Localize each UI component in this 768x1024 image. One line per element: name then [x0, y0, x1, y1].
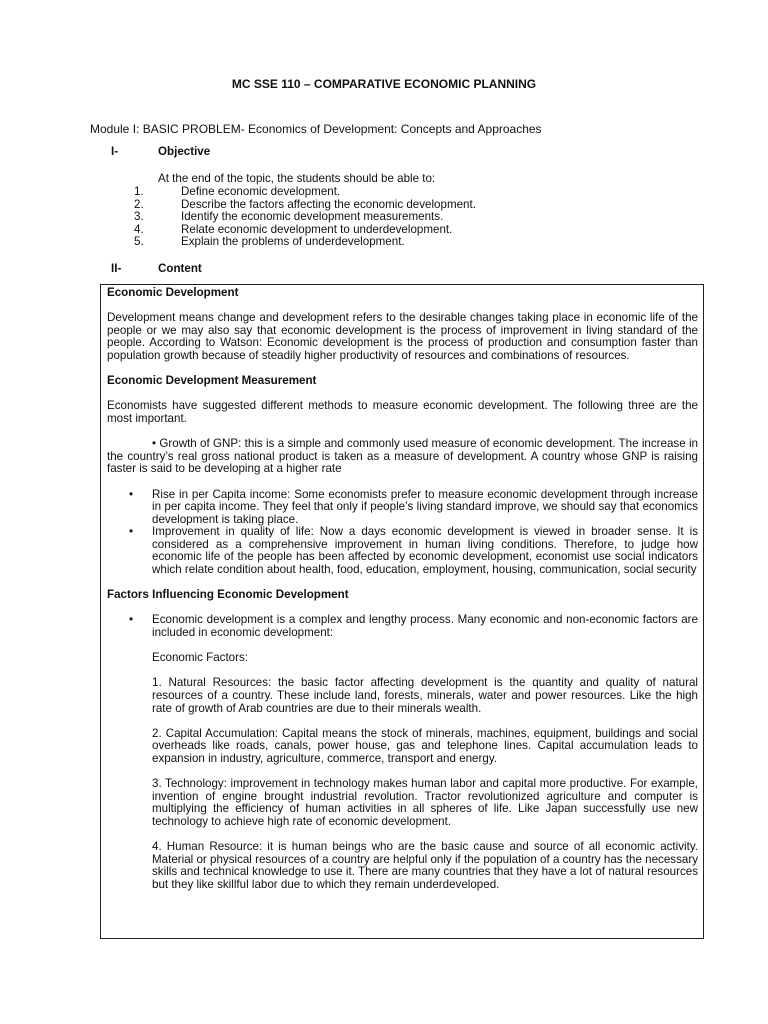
gnp-paragraph: • Growth of GNP: this is a simple and commonly used measure of economic development. The increase in the country’s real gross national product is taken as a measure of development. A country whose GNP is raising faster is said to be developing at a higher rate — [107, 437, 698, 476]
module-heading: Module I: BASIC PROBLEM- Economics of Development: Concepts and Approaches — [90, 122, 542, 136]
objective-item-number: 1. — [134, 185, 144, 198]
factor-paragraph: 4. Human Resource: it is human beings who are the basic cause and source of all economic activity. Material or physical resources of a country are helpful only if the population of a country has the necessary skills and technical knowledge to use it. There are many countries that they have a lot of natural resources but they like skillful labor due to which they remain underdeveloped. — [152, 840, 698, 891]
bullet-text: Economic development is a complex and lengthy process. Many economic and non-economic factors are included in economic development: — [152, 613, 698, 640]
objective-intro: At the end of the topic, the students should be able to: — [158, 172, 436, 185]
objective-item-text: Define economic development. — [181, 185, 341, 198]
list-item — [107, 526, 698, 576]
content-section-number: II- — [111, 262, 122, 275]
objective-item-text: Explain the problems of underdevelopment. — [181, 235, 405, 249]
objective-item-text: Describe the factors affecting the economic development. — [181, 197, 476, 211]
bullet-icon: • — [129, 487, 134, 501]
document-title: MC SSE 110 – COMPARATIVE ECONOMIC PLANNING — [231, 77, 537, 91]
economic-factors-label: Economic Factors: — [152, 651, 248, 665]
objective-item-number: 4. — [134, 222, 144, 236]
factors-heading: Factors Influencing Economic Development — [107, 588, 349, 602]
content-box — [100, 284, 704, 939]
objective-item-number: 2. — [134, 197, 144, 211]
factor-paragraph: 3. Technology: improvement in technology makes human labor and capital more productive. For example, invention of engine brought industrial revolution. Tractor revolutionized agriculture and computer is multiplying the efficiency of human activities in all spheres of life. Like Japan successfully use new technology to achieve high rate of economic development. — [152, 777, 698, 828]
factor-paragraph: 2. Capital Accumulation: Capital means the stock of minerals, machines, equipment, buildings and social overheads like roads, canals, power house, gas and telephone lines. Capital accumulation leads to expansion in industry, agriculture, commerce, transport and energy. — [152, 726, 698, 765]
objective-list — [134, 186, 476, 249]
list-item — [107, 614, 698, 639]
factors-bullet-list — [107, 614, 698, 639]
list-item — [107, 489, 698, 527]
objective-item-text: Identify the economic development measurements. — [181, 210, 444, 224]
objective-section-number: I- — [111, 145, 119, 158]
bullet-icon: • — [129, 613, 134, 627]
bullet-text: Improvement in quality of life: Now a days economic development is viewed in broader sense. It is considered as a comprehensive improvement in human living conditions. Therefore, to judge how economic life of the people has been affected by economic development, economist use social indicators which relate condition about health, food, education, employment, housing, communication, social security — [152, 525, 698, 577]
objective-item-number: 3. — [134, 210, 144, 224]
bullet-text: Rise in per Capita income: Some economists prefer to measure economic development through increase in per capita income. They feel that only if people’s living standard improve, we should say that economics development is taking place. — [152, 487, 698, 526]
measurement-intro-paragraph: Economists have suggested different methods to measure economic development. The following three are the most important. — [107, 399, 698, 425]
economic-factors-block — [107, 652, 698, 891]
factor-paragraph: 1. Natural Resources: the basic factor affecting development is the quantity and quality of natural resources of a country. These include land, forests, minerals, water and power resources. Like the high rate of growth of Arab countries are due to their minerals wealth. — [152, 676, 698, 715]
objective-item-number: 5. — [134, 235, 144, 249]
objective-item — [134, 236, 476, 249]
bullet-icon: • — [129, 525, 134, 539]
measurement-heading: Economic Development Measurement — [107, 374, 317, 388]
economic-development-paragraph: Development means change and development refers to the desirable changes taking place in economic life of the people or we may also say that economic development is the process of improvement in living standard of the people. According to Watson: Economic development is the process of production and consumption faster than population growth because of steadily higher productivity of resources and combinations of resources. — [107, 311, 698, 362]
measurement-bullet-list — [107, 489, 698, 577]
content-box-inner — [107, 287, 698, 892]
objective-heading: Objective — [158, 145, 211, 158]
content-heading: Content — [158, 262, 202, 275]
economic-development-heading: Economic Development — [107, 286, 239, 299]
objective-item-text: Relate economic development to underdevelopment. — [181, 222, 453, 236]
